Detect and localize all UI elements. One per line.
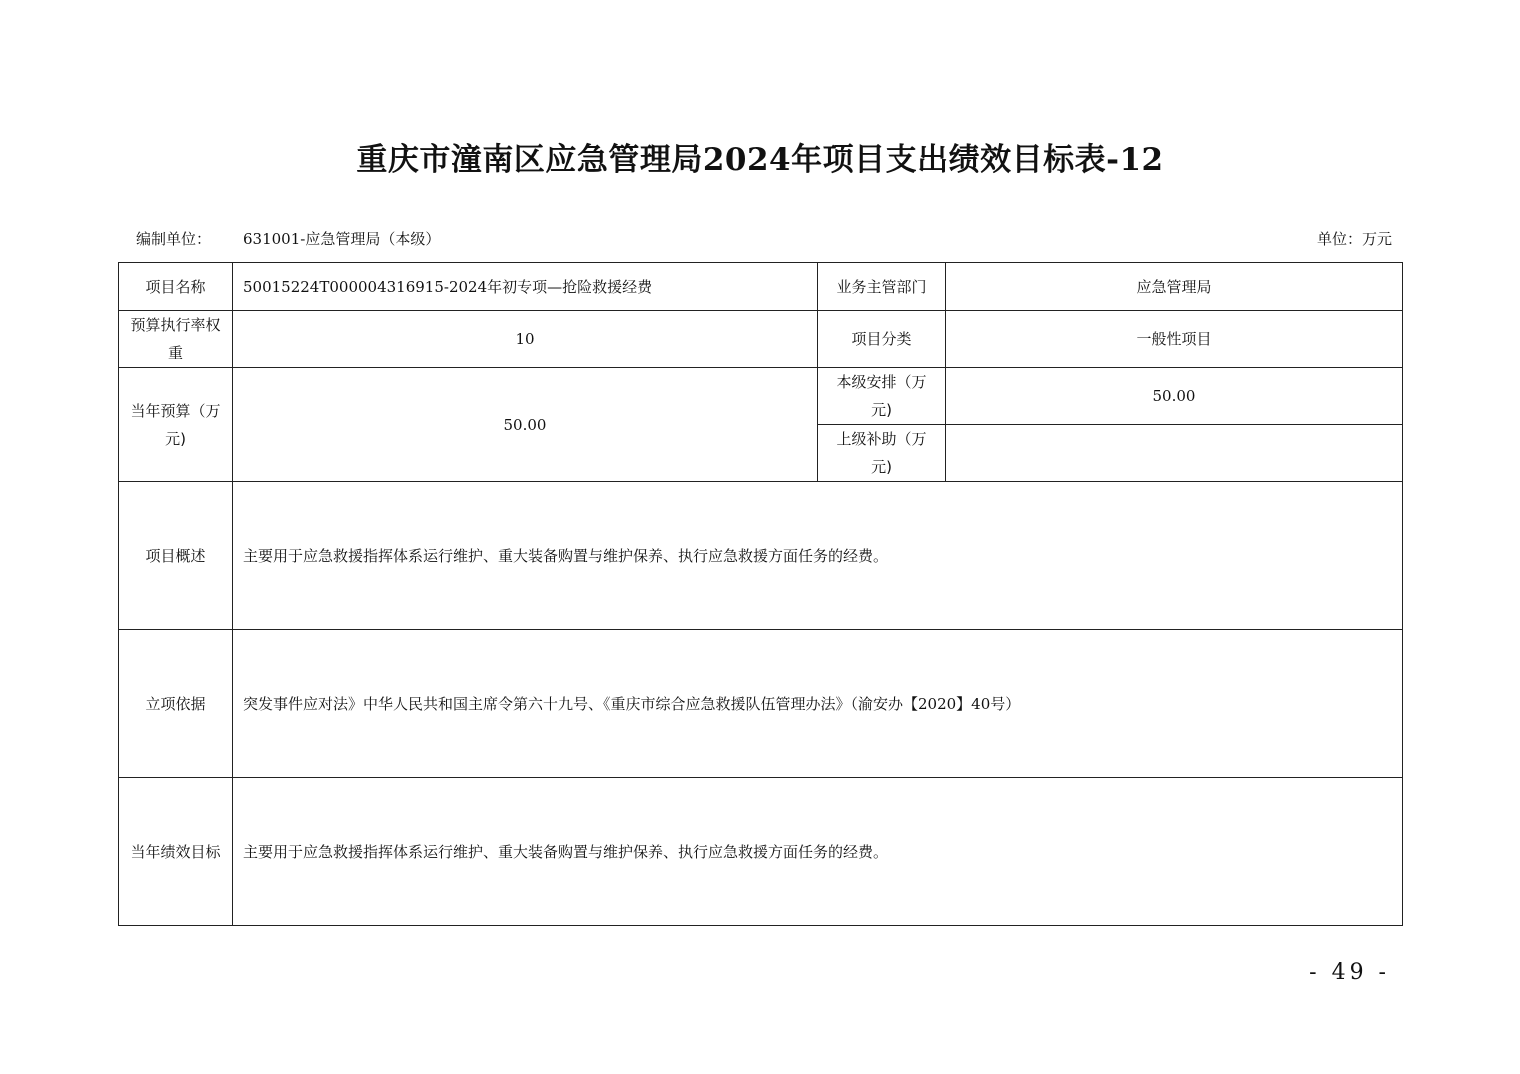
budget-value: 50.00: [233, 368, 818, 482]
table-row: [119, 263, 1403, 311]
table-row: [119, 482, 1403, 630]
compiling-unit-value: 631001-应急管理局（本级）: [243, 230, 441, 248]
table-row: [119, 778, 1403, 926]
department-label: 业务主管部门: [818, 263, 946, 311]
project-name-value: 50015224T000004316915-2024年初专项—抢险救援经费: [233, 263, 818, 311]
project-name-label: 项目名称: [119, 263, 233, 311]
local-allocation-label: 本级安排（万元): [818, 368, 946, 425]
compiling-unit-label: 编制单位：: [136, 230, 212, 248]
superior-subsidy-value: [946, 425, 1403, 482]
performance-target-table: [118, 262, 1403, 926]
local-allocation-value: 50.00: [946, 368, 1403, 425]
table-row: [119, 311, 1403, 368]
currency-unit: 单位：万元: [1316, 230, 1392, 248]
category-label: 项目分类: [818, 311, 946, 368]
basis-label: 立项依据: [119, 630, 233, 778]
page-title: 重庆市潼南区应急管理局2024年项目支出绩效目标表-12: [356, 142, 1164, 178]
exec-rate-label: 预算执行率权重: [119, 311, 233, 368]
superior-subsidy-label: 上级补助（万元): [818, 425, 946, 482]
table-row: [119, 368, 1403, 425]
budget-label: 当年预算（万元): [119, 368, 233, 482]
goal-label: 当年绩效目标: [119, 778, 233, 926]
table-row: [119, 630, 1403, 778]
category-value: 一般性项目: [946, 311, 1403, 368]
overview-label: 项目概述: [119, 482, 233, 630]
exec-rate-value: 10: [233, 311, 818, 368]
goal-value: 主要用于应急救援指挥体系运行维护、重大装备购置与维护保养、执行应急救援方面任务的经费。: [233, 778, 1403, 926]
overview-value: 主要用于应急救援指挥体系运行维护、重大装备购置与维护保养、执行应急救援方面任务的经费。: [233, 482, 1403, 630]
department-value: 应急管理局: [946, 263, 1403, 311]
page-number: - 49 -: [1309, 960, 1390, 985]
basis-value: 突发事件应对法》中华人民共和国主席令第六十九号、《重庆市综合应急救援队伍管理办法》（渝安办【2020】40号）: [233, 630, 1403, 778]
